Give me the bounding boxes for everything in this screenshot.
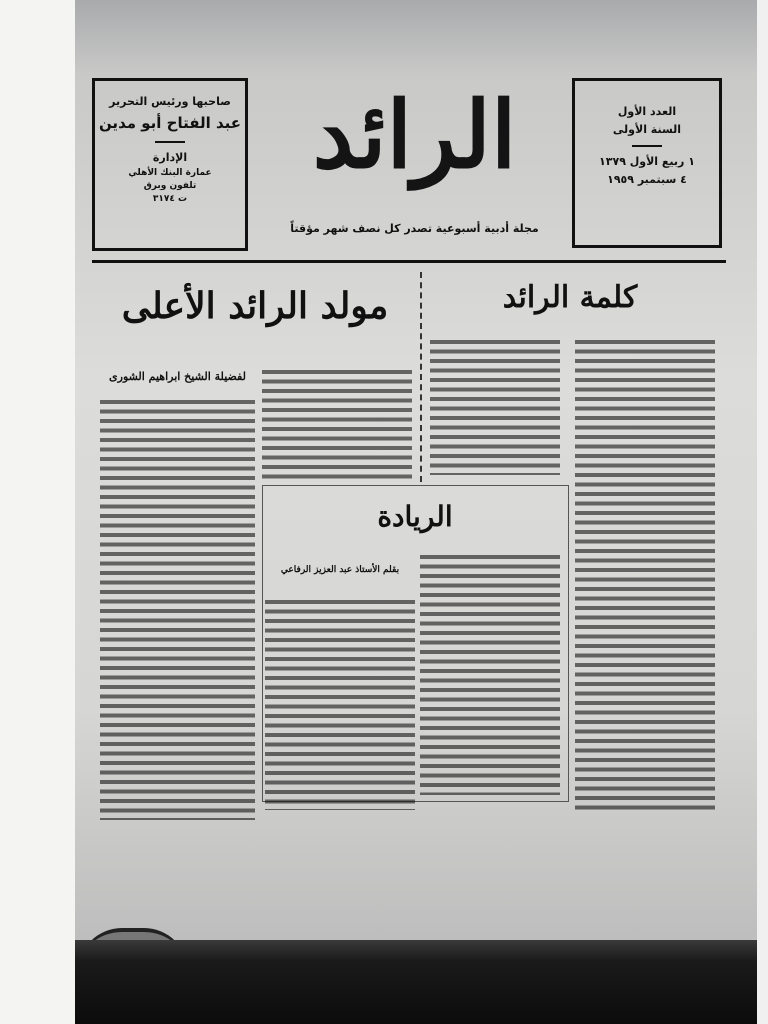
text-column xyxy=(430,340,560,475)
left-article-headline: مولد الرائد الأعلى xyxy=(121,285,389,327)
address-line: عمارة البنك الأهلي xyxy=(128,168,212,178)
gregorian-date: ٤ سبتمبر ١٩٥٩ xyxy=(607,173,687,186)
center-article-headline: الريادة xyxy=(377,500,453,533)
masthead-rule xyxy=(92,260,726,263)
text-column xyxy=(100,400,255,820)
column-divider xyxy=(420,272,422,482)
text-column xyxy=(575,340,715,810)
right-article-headline: كلمة الرائد xyxy=(502,280,638,315)
center-article-byline: بقلم الأستاذ عبد العزيز الرفاعي xyxy=(280,565,400,575)
issue-number: العدد الأول xyxy=(617,105,677,118)
editor-role: صاحبها ورئيس التحرير xyxy=(109,95,231,108)
admin-label: الإدارة xyxy=(152,151,188,164)
hijri-date: ١ ربيع الأول ١٣٧٩ xyxy=(599,155,695,168)
screen-bezel xyxy=(75,940,760,1024)
masthead-title: الرائد xyxy=(312,81,517,189)
separator xyxy=(155,141,185,143)
issue-info-box xyxy=(572,78,722,248)
background-edge xyxy=(757,0,768,1024)
issue-year: السنة الأولى xyxy=(612,123,682,136)
separator xyxy=(632,145,662,147)
address-line: تلفون وبرق xyxy=(143,181,197,191)
masthead-subtitle: مجلة أدبية أسبوعية تصدر كل نصف شهر مؤقتاً xyxy=(290,222,539,235)
text-column xyxy=(265,600,415,810)
editor-info-box xyxy=(92,78,248,251)
editor-name: عبد الفتاح أبو مدين xyxy=(98,114,242,132)
phone-number: ت ٣١٧٤ xyxy=(152,194,188,204)
left-article-byline: لفضيلة الشيخ ابراهيم الشورى xyxy=(109,370,246,383)
text-column xyxy=(420,555,560,795)
text-column xyxy=(262,370,412,480)
